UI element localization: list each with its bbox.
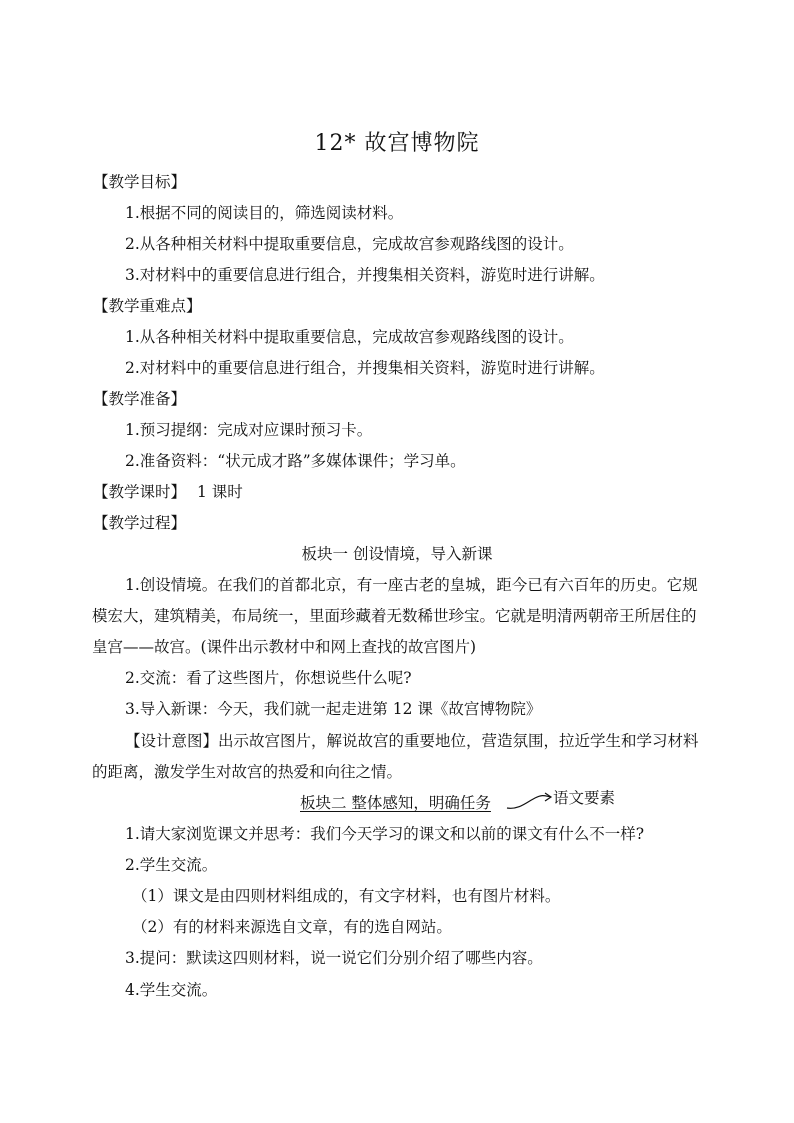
- goals-item-2: 2.从各种相关材料中提取重要信息，完成故宫参观路线图的设计。: [125, 235, 574, 253]
- block2-p2: 2.学生交流。: [125, 856, 218, 874]
- block2-p4: 4.学生交流。: [125, 981, 218, 999]
- hours-row: [93, 482, 243, 502]
- preparation-item-1: 1.预习提纲：完成对应课时预习卡。: [125, 421, 373, 439]
- preparation-item-2: 2.准备资料：“状元成才路”多媒体课件；学习单。: [125, 452, 466, 470]
- keypoints-heading: 【教学重难点】: [93, 297, 202, 315]
- annotation-callout: [505, 786, 625, 816]
- page-title: 12* 故宫博物院: [314, 131, 480, 156]
- process-heading: 【教学过程】: [93, 514, 187, 532]
- annotation-label: 语文要素: [553, 789, 616, 807]
- block1-p2: 2.交流：看了这些图片，你想说些什么呢?: [125, 669, 412, 687]
- design-intent-line1: 【设计意图】出示故宫图片，解说故宫的重要地位，营造氛围，拉近学生和学习材料: [125, 732, 699, 750]
- hours-value: 1 课时: [196, 483, 243, 501]
- block1-title: 板块一 创设情境，导入新课: [301, 545, 493, 563]
- block2-s1: （1）课文是由四则材料组成的，有文字材料，也有图片材料。: [132, 887, 561, 905]
- block1-p1-line1: 1.创设情境。在我们的首都北京，有一座古老的皇城，距今已有六百年的历史。它规: [125, 576, 698, 594]
- goals-item-3: 3.对材料中的重要信息进行组合，并搜集相关资料，游览时进行讲解。: [125, 266, 605, 284]
- block2-s2: （2）有的材料来源选自文章，有的选自网站。: [132, 918, 452, 936]
- block2-title: 板块二 整体感知，明确任务: [300, 794, 491, 812]
- block1-p1-line3: 皇宫——故宫。(课件出示教材中和网上查找的故宫图片): [92, 638, 477, 656]
- keypoints-item-2: 2.对材料中的重要信息进行组合，并搜集相关资料，游览时进行讲解。: [125, 359, 605, 377]
- curved-arrow-icon: [505, 788, 555, 814]
- block2-p3: 3.提问：默读这四则材料，说一说它们分别介绍了哪些内容。: [125, 949, 543, 967]
- block1-p3: 3.导入新课：今天，我们就一起走进第 12 课《故宫博物院》: [125, 700, 542, 718]
- block2-p1: 1.请大家浏览课文并思考：我们今天学习的课文和以前的课文有什么不一样?: [125, 825, 645, 843]
- design-intent-line2: 的距离，激发学生对故宫的热爱和向往之情。: [92, 763, 403, 781]
- block1-p1-line2: 模宏大，建筑精美，布局统一，里面珍藏着无数稀世珍宝。它就是明清两朝帝王所居住的: [92, 607, 697, 625]
- hours-heading: 【教学课时】: [93, 483, 187, 501]
- goals-item-1: 1.根据不同的阅读目的，筛选阅读材料。: [125, 204, 404, 222]
- keypoints-item-1: 1.从各种相关材料中提取重要信息，完成故宫参观路线图的设计。: [125, 328, 574, 346]
- goals-heading: 【教学目标】: [93, 173, 187, 191]
- preparation-heading: 【教学准备】: [93, 390, 187, 408]
